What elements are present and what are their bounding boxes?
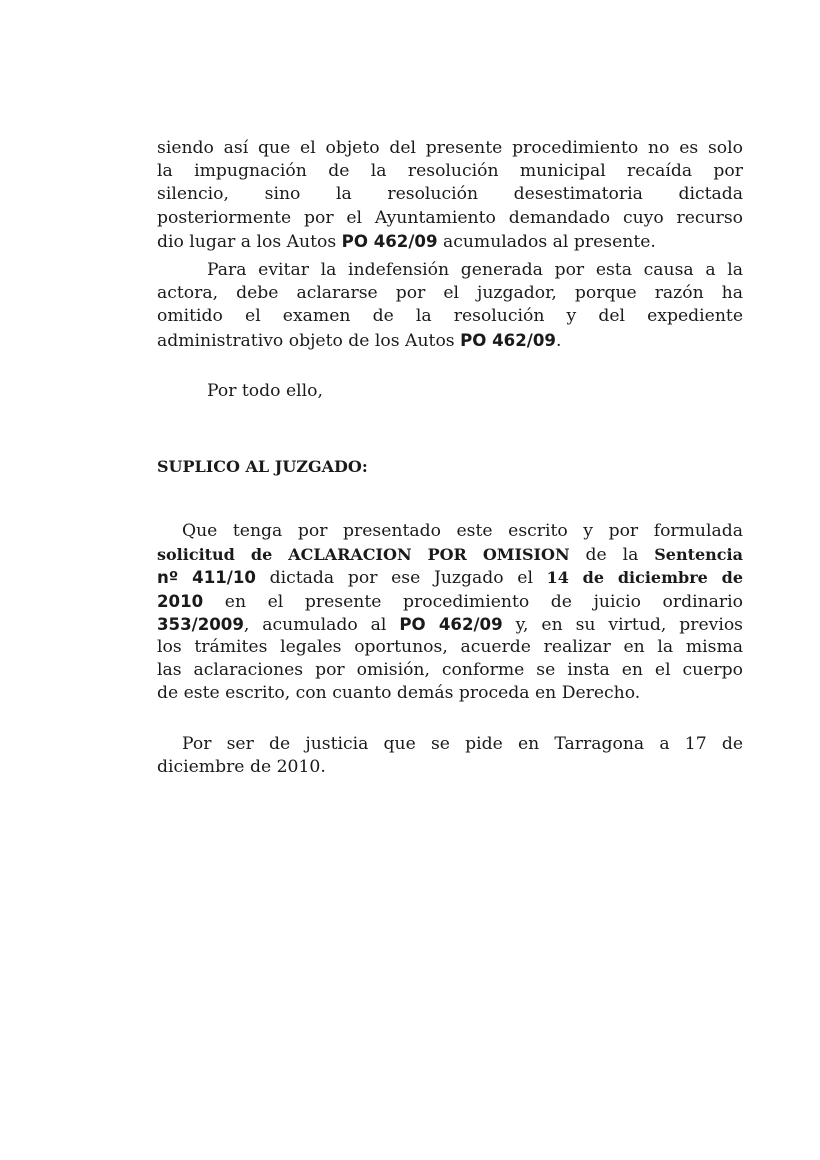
text-run: . — [555, 330, 562, 351]
text-line — [157, 590, 743, 613]
text-line: posteriormente por el Ayuntamiento demandado cuyo recurso — [157, 207, 743, 228]
text-bold: 14 de diciembre de — [546, 568, 743, 588]
section-heading — [157, 455, 743, 478]
case-reference: PO 462/09 — [460, 330, 556, 350]
text-line — [157, 230, 743, 253]
text-line: Por ser de justicia que se pide en Tarragona a 17 de — [182, 734, 743, 754]
paragraph-por-todo-ello — [157, 380, 743, 403]
case-reference: PO 462/09 — [341, 231, 438, 251]
text-run: de la — [569, 545, 655, 566]
text-run: acumulados al presente. — [437, 231, 656, 252]
text-line — [157, 329, 743, 352]
text-run: administrativo objeto de los Autos — [157, 330, 461, 351]
text-line — [157, 613, 743, 636]
text-bold: 2010 — [157, 591, 204, 611]
text-line: Por todo ello, — [207, 381, 323, 401]
text-run: y, en su virtud, previos — [502, 614, 743, 635]
text-bold: nº 411/10 — [157, 568, 256, 588]
text-bold: solicitud de ACLARACION POR OMISION — [157, 545, 570, 565]
text-line: de este escrito, con cuanto demás proceda en Derecho. — [157, 683, 641, 704]
text-line — [157, 566, 743, 589]
text-run: dio lugar a los Autos — [157, 231, 342, 252]
text-run: dictada por ese Juzgado el — [255, 568, 547, 589]
text-line: silencio, sino la resolución desestimatoria dictada — [157, 184, 743, 205]
text-line: la impugnación de la resolución municipal recaída por — [157, 161, 743, 182]
text-line: los trámites legales oportunos, acuerde realizar en la misma — [157, 636, 743, 657]
paragraph-closing — [157, 733, 743, 779]
text-line: diciembre de 2010. — [157, 757, 326, 778]
case-reference: PO 462/09 — [399, 614, 503, 634]
text-line: actora, debe aclararse por el juzgador, porque razón ha — [157, 283, 743, 304]
heading-suplico: SUPLICO AL JUZGADO: — [157, 457, 368, 476]
paragraph-objeto — [157, 137, 743, 253]
text-line: las aclaraciones por omisión, conforme se insta en el cuerpo — [157, 660, 743, 681]
text-bold: 353/2009 — [157, 614, 244, 634]
text-line: Que tenga por presentado este escrito y por formulada — [182, 521, 743, 541]
text-line: siendo así que el objeto del presente procedimiento no es solo — [157, 138, 743, 158]
text-line — [157, 543, 743, 566]
text-run: , acumulado al — [243, 614, 400, 635]
paragraph-indefension — [157, 259, 743, 352]
paragraph-suplica — [157, 520, 743, 706]
text-bold: Sentencia — [654, 545, 743, 565]
text-run: en el presente procedimiento de juicio ordinario — [203, 591, 743, 612]
text-line: omitido el examen de la resolución y del expediente — [157, 306, 743, 327]
text-line: Para evitar la indefensión generada por esta causa a la — [207, 260, 743, 280]
